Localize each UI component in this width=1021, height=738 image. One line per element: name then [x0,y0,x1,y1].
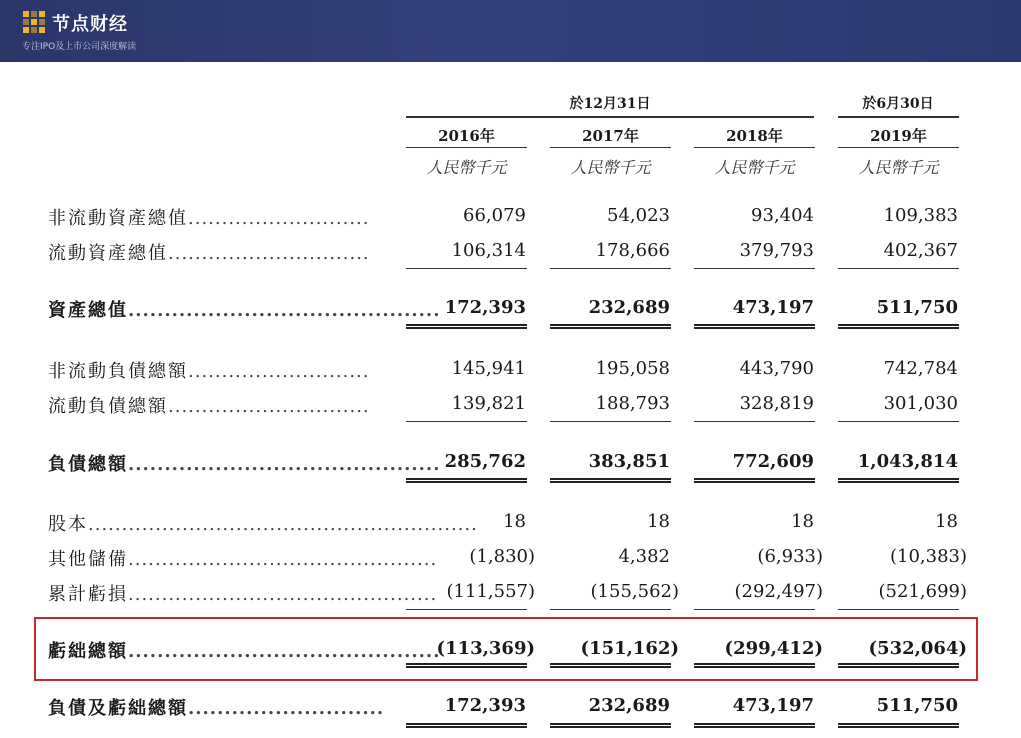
table-cell: 66,079 [463,205,526,226]
table-cell: 402,367 [883,240,958,261]
total-double-rule [838,478,959,483]
row-label-total-liabilities: 負債總額........................................... [48,454,441,475]
table-cell: 18 [647,511,670,532]
table-cell: 188,793 [595,393,670,414]
table-cell: 383,851 [588,451,670,472]
table-cell: 285,762 [444,451,526,472]
table-cell: (292,497) [734,581,823,602]
row-label-other-reserves: 其他儲備.............................................. [48,549,438,570]
table-cell: 232,689 [588,297,670,318]
row-label-non-current-assets: 非流動資產總值........................... [48,208,370,229]
row-label-current-assets: 流動資產總值.............................. [48,243,370,264]
year-rule [838,147,959,148]
total-double-rule [838,324,959,329]
subtotal-rule [550,421,671,422]
total-double-rule [406,478,527,483]
table-cell: (299,412) [724,638,823,659]
total-double-rule [694,324,815,329]
unit-label: 人民幣千元 [426,158,507,177]
table-cell: 379,793 [739,240,814,261]
total-double-rule [838,723,959,728]
year-header: 2019年 [870,127,927,145]
table-cell: (521,699) [878,581,967,602]
total-double-rule [694,723,815,728]
table-cell: (532,064) [868,638,967,659]
table-cell: 145,941 [451,358,526,379]
period-header-june: 於6月30日 [862,96,934,112]
table-cell: 443,790 [739,358,814,379]
header-banner [0,0,1021,62]
unit-label: 人民幣千元 [570,158,651,177]
total-double-rule [406,723,527,728]
table-cell: 172,393 [444,695,526,716]
table-cell: 109,383 [883,205,958,226]
table-cell: 18 [935,511,958,532]
total-double-rule [406,324,527,329]
subtotal-rule [406,421,527,422]
subtotal-rule [406,268,527,269]
table-cell: 511,750 [876,695,958,716]
unit-label: 人民幣千元 [858,158,939,177]
table-cell: 18 [791,511,814,532]
row-label-current-liabilities: 流動負債總額.............................. [48,396,370,417]
brand-name: 节点财经 [52,14,128,35]
table-cell: 18 [503,511,526,532]
row-label-non-current-liabilities: 非流動負債總額........................... [48,361,370,382]
row-label-total-liabilities-and-deficit: 負債及虧絀總額........................... [48,698,385,719]
table-cell: 772,609 [732,451,814,472]
period-header-december: 於12月31日 [569,96,651,112]
subtotal-rule [550,609,671,610]
brand-tagline: 专注IPO及上市公司深度解读 [22,42,137,52]
table-cell: 54,023 [607,205,670,226]
table-cell: 106,314 [451,240,526,261]
table-cell: 742,784 [883,358,958,379]
period-rule-december [406,116,814,118]
table-cell: (1,830) [469,546,535,567]
table-cell: 93,404 [751,205,814,226]
year-header: 2018年 [726,127,783,145]
table-cell: 473,197 [732,695,814,716]
table-cell: 195,058 [595,358,670,379]
subtotal-rule [694,421,815,422]
subtotal-rule [838,421,959,422]
subtotal-rule [838,268,959,269]
total-double-rule [550,324,671,329]
table-cell: 172,393 [444,297,526,318]
total-double-rule [550,663,671,668]
table-cell: (111,557) [446,581,535,602]
subtotal-rule [550,268,671,269]
year-rule [550,147,671,148]
total-double-rule [694,663,815,668]
table-cell: (113,369) [436,638,535,659]
table-cell: 473,197 [732,297,814,318]
unit-label: 人民幣千元 [714,158,795,177]
table-cell: (10,383) [889,546,967,567]
year-header: 2017年 [582,127,639,145]
grid-logo-icon [22,10,46,34]
row-label-total-deficit: 虧絀總額........................................... [48,641,441,662]
table-cell: 232,689 [588,695,670,716]
subtotal-rule [694,268,815,269]
total-double-rule [694,478,815,483]
total-double-rule [838,663,959,668]
year-rule [694,147,815,148]
table-cell: 1,043,814 [857,451,958,472]
total-double-rule [406,663,527,668]
year-rule [406,147,527,148]
period-rule-june [838,116,959,118]
table-cell: (6,933) [757,546,823,567]
table-cell: 4,382 [618,546,670,567]
row-label-share-capital: 股本.......................................................... [48,514,478,535]
subtotal-rule [694,609,815,610]
total-double-rule [550,723,671,728]
table-cell: (151,162) [580,638,679,659]
table-cell: 301,030 [883,393,958,414]
table-cell: (155,562) [590,581,679,602]
table-cell: 328,819 [739,393,814,414]
subtotal-rule [406,609,527,610]
table-cell: 178,666 [595,240,670,261]
row-label-accumulated-losses: 累計虧損.............................................. [48,584,438,605]
table-cell: 139,821 [451,393,526,414]
table-cell: 511,750 [876,297,958,318]
total-double-rule [550,478,671,483]
row-label-total-assets: 資產總值........................................... [48,300,441,321]
subtotal-rule [838,609,959,610]
year-header: 2016年 [438,127,495,145]
